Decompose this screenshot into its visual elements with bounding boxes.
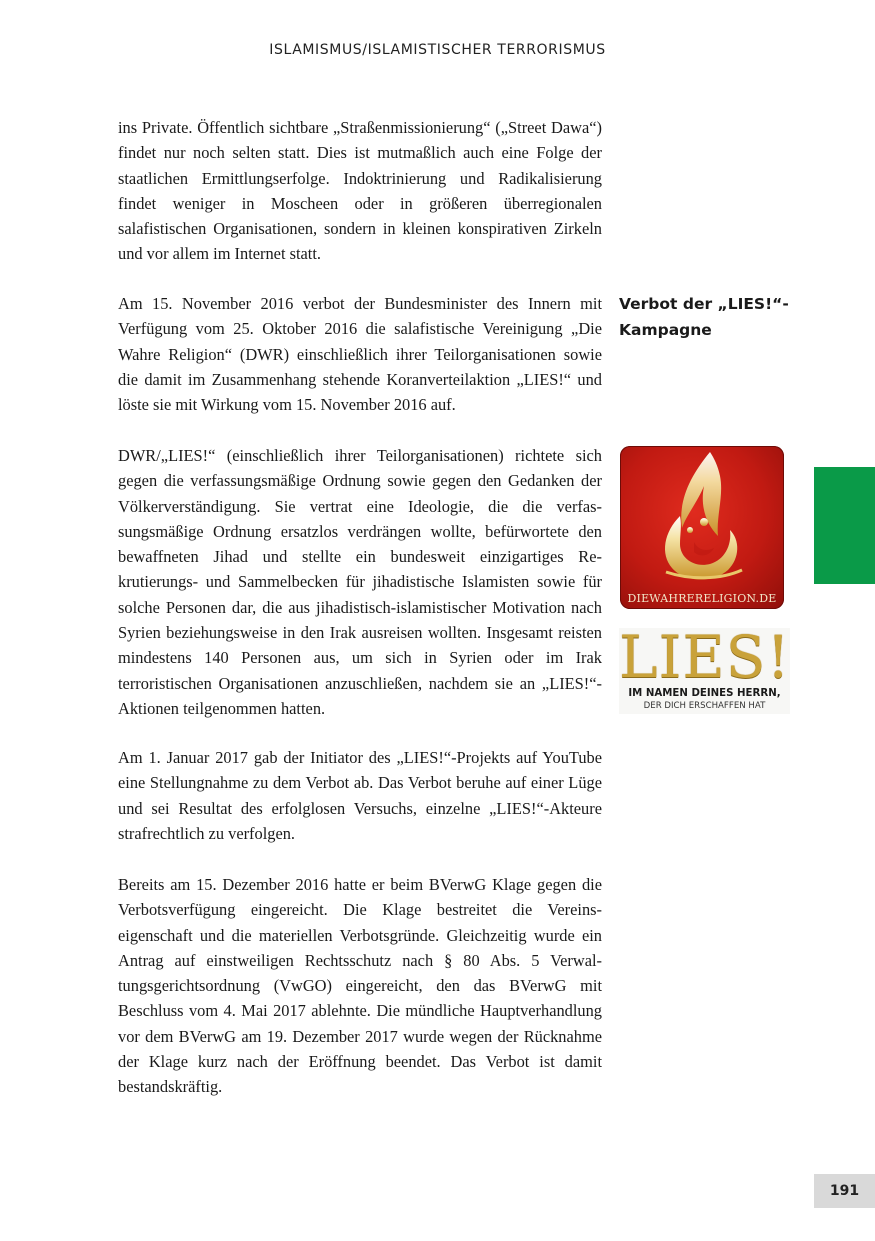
lies-logo-title: LIES!: [619, 623, 791, 691]
paragraph-4: Am 1. Januar 2017 gab der Initiator des „LIES!“-Projekts auf YouTube eine Stellungnahme zu dem Verbot ab. Das Verbot beruhe auf einer Lüge und sei Resultat des erfolglosen Versuchs, einzelne „LIES!“-Akteure strafrechtlich zu verfolgen.: [118, 748, 602, 843]
die-wahre-religion-logo: [620, 446, 784, 609]
paragraph-2: Am 15. November 2016 verbot der Bundesminister des Innern mit Verfügung vom 25. Oktober 2016 die salafistische Vereinigung „Die Wahre Religion“ (DWR) einschließlich ihrer Teilorganisationen sowie die damit im Zusammenhang stehende Koranverteilaktion „LIES!“ und löste sie mit Wirkung vom 15. November 2016 auf.: [118, 294, 602, 415]
paragraph-1: ins Private. Öffentlich sichtbare „Straßenmissionierung“ („Street Dawa“) findet nur noch selten statt. Dies ist mutmaßlich auch eine Folge der staatlichen Ermittlungserfolge. Indoktrinierung und Radikalisierung findet weniger in Moscheen oder in größeren überregionalen salafistischen Organisationen, sondern in kleinen konspirativen Zirkeln und vor allem im Internet statt.: [118, 118, 602, 264]
page-number: 191: [814, 1174, 875, 1208]
section-color-tab: [814, 467, 875, 584]
paragraph-3: DWR/„LIES!“ (einschließlich ihrer Teilorganisationen) richtete sich gegen die verfassungsmäßige Ordnung sowie gegen den Gedanken der Völkerverständigung. Sie vertrat eine Ideologie, die die verfassungsmäßige Ordnung ersatzlos verdrängen wollte, befürwortete den bewaffneten Jihad und stellte ein bundesweit einzigartiges Rekrutierungs- und Sammelbecken für jihadistische Islamisten sowie für solche Personen dar, die aus jihadistisch-islamistischer Motivation nach Syrien beziehungsweise in den Irak ausreisen wollten. Insgesamt reisten mindestens 140 Personen aus, um sich in Syrien oder im Irak terroristischen Organisationen anzuschließen, nachdem sie an „LIES!“-Aktionen teilgenommen hatten.: [118, 446, 602, 718]
running-header: ISLAMISMUS/ISLAMISTISCHER TERRORISMUS: [269, 42, 606, 58]
dwr-logo-caption: DIEWAHRERELIGION.DE: [627, 592, 777, 605]
lies-logo-subtitle-2: DER DICH ERSCHAFFEN HAT: [643, 701, 766, 711]
lies-campaign-logo: [619, 623, 791, 714]
lies-logo-subtitle-1: IM NAMEN DEINES HERRN,: [628, 688, 781, 699]
calligraphy-emblem-icon: [620, 446, 784, 609]
paragraph-5: Bereits am 15. Dezember 2016 hatte er beim BVerwG Klage gegen die Verbotsverfügung eingereicht. Die Klage bestreitet die Vereinseigenschaft und die materiellen Verbotsgründe. Gleichzeitig wurde ein Antrag auf einstweiligen Rechtsschutz nach § 80 Abs. 5 Verwaltungsgerichtsordnung (VwGO) eingereicht, den das BVerwG mit Beschluss vom 4. Mai 2017 ablehnte. Die mündliche Hauptverhandlung vor dem BVerwG am 19. Dezember 2017 wurde wegen der Rücknahme der Klage kurz nach der Eröffnung beendet. Das Verbot ist damit bestandskräftig.: [118, 875, 602, 1097]
margin-heading: Verbot der „LIES!“-Kampagne: [619, 295, 789, 339]
